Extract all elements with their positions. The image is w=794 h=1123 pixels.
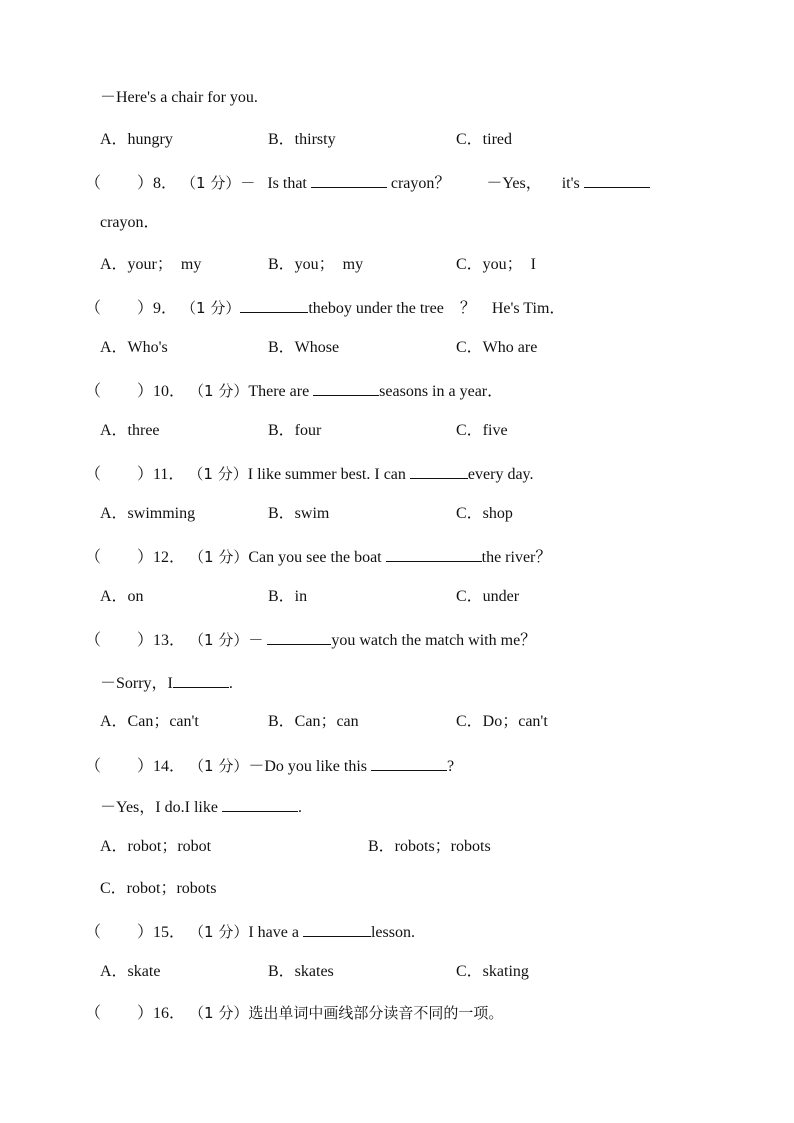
question-text: theboy under the tree ？ He's Tim． (308, 300, 566, 317)
score-label: （1 分） (189, 757, 249, 775)
answer-paren-open: （ (85, 383, 102, 400)
question-text: －Do you like this (248, 758, 367, 775)
answer-paren-open: （ (85, 300, 102, 317)
question-15 (85, 920, 415, 942)
option-b[interactable]: B．Can；can (268, 713, 359, 730)
question-number: ）14． (137, 758, 186, 775)
question-text: I have a (248, 924, 299, 941)
answer-blank[interactable] (303, 920, 371, 937)
score-label: （1 分） (189, 1004, 249, 1022)
answer-blank[interactable] (240, 296, 308, 313)
answer-blank[interactable] (386, 545, 482, 562)
option-c[interactable]: C．Who are (456, 339, 538, 356)
question-text: you watch the match with me？ (331, 632, 537, 649)
score-label: （1 分） (181, 299, 241, 317)
question-text: the river？ (481, 549, 552, 566)
option-c[interactable]: C．shop (456, 505, 513, 522)
option-a[interactable]: A．Can；can't (100, 713, 199, 730)
answer-blank[interactable] (584, 171, 650, 188)
option-b[interactable]: B．robots；robots (368, 838, 491, 855)
question-13-reply (100, 671, 233, 693)
answer-paren-open: （ (85, 175, 102, 192)
answer-blank[interactable] (410, 462, 468, 479)
question-text: lesson. (370, 924, 415, 941)
answer-blank[interactable] (371, 754, 447, 771)
question-text: crayon？ (390, 175, 451, 192)
question-text: Is that (267, 175, 307, 192)
option-c[interactable]: C．you； I (456, 256, 537, 273)
option-c[interactable]: C．robot；robots (100, 880, 217, 897)
option-a[interactable]: A．swimming (100, 505, 196, 522)
score-label: （1 分） (188, 465, 248, 483)
question-number: ）16． (137, 1005, 186, 1022)
question-16 (85, 1003, 503, 1025)
reply-text: －Sorry，I (100, 675, 173, 692)
option-c[interactable]: C．Do；can't (456, 713, 548, 730)
score-label: （1 分） (189, 548, 249, 566)
question-13 (85, 628, 536, 650)
question-11 (85, 462, 534, 484)
option-a[interactable]: A．three (100, 422, 160, 439)
answer-paren-open: （ (85, 1005, 102, 1022)
option-b[interactable]: B．skates (268, 963, 334, 980)
question-14-reply (100, 795, 302, 817)
option-c[interactable]: C．tired (456, 131, 512, 148)
answer-blank[interactable] (311, 171, 387, 188)
question-8-continued: crayon． (100, 214, 160, 231)
option-b[interactable]: B．in (268, 588, 308, 605)
question-text: 选出单词中画线部分读音不同的一项。 (248, 1004, 504, 1022)
question-number: ）9． (137, 300, 178, 317)
score-label: （1 分）－ (189, 631, 264, 649)
option-a[interactable]: A．skate (100, 963, 161, 980)
reply-text: －Yes，I do.I like (100, 799, 218, 816)
option-a[interactable]: A．hungry (100, 131, 173, 148)
option-a[interactable]: A．robot；robot (100, 838, 212, 855)
question-number: ）12． (137, 549, 186, 566)
score-label: （1 分） (189, 923, 249, 941)
answer-blank[interactable] (173, 671, 229, 688)
answer-paren-open: （ (85, 549, 102, 566)
option-c[interactable]: C．under (456, 588, 520, 605)
question-text: seasons in a year． (379, 383, 504, 400)
question-9 (85, 296, 565, 318)
option-c[interactable]: C．five (456, 422, 508, 439)
dialogue-line: －Here's a chair for you. (100, 89, 258, 106)
answer-blank[interactable] (313, 379, 379, 396)
question-text: it's (561, 175, 580, 192)
option-b[interactable]: B．Whose (268, 339, 340, 356)
option-c[interactable]: C．skating (456, 963, 529, 980)
answer-paren-open: （ (85, 632, 102, 649)
answer-paren-open: （ (85, 758, 102, 775)
question-number: ）15． (137, 924, 186, 941)
option-a[interactable]: A．your； my (100, 256, 202, 273)
answer-paren-open: （ (85, 924, 102, 941)
question-12 (85, 545, 551, 567)
question-text: every day. (467, 466, 534, 483)
option-b[interactable]: B．thirsty (268, 131, 336, 148)
question-10 (85, 379, 503, 401)
answer-blank[interactable] (222, 795, 298, 812)
question-8 (85, 171, 650, 193)
option-a[interactable]: A．on (100, 588, 144, 605)
question-number: ）10． (137, 383, 186, 400)
score-label: （1 分） (189, 382, 249, 400)
option-b[interactable]: B．swim (268, 505, 330, 522)
question-text: I like summer best. I can (247, 466, 406, 483)
answer-paren-open: （ (85, 466, 102, 483)
reply-text: . (228, 675, 233, 692)
score-label: （1 分）－ (181, 174, 256, 192)
reply-text: . (297, 799, 302, 816)
question-number: ）11． (137, 466, 185, 483)
option-b[interactable]: B．you； my (268, 256, 364, 273)
question-14 (85, 754, 454, 776)
question-text: －Yes， (486, 175, 542, 192)
question-number: ）8． (137, 175, 178, 192)
question-text: ? (447, 758, 455, 775)
question-text: There are (248, 383, 310, 400)
option-b[interactable]: B．four (268, 422, 322, 439)
answer-blank[interactable] (267, 628, 331, 645)
question-text: Can you see the boat (248, 549, 382, 566)
option-a[interactable]: A．Who's (100, 339, 168, 356)
question-number: ）13． (137, 632, 186, 649)
